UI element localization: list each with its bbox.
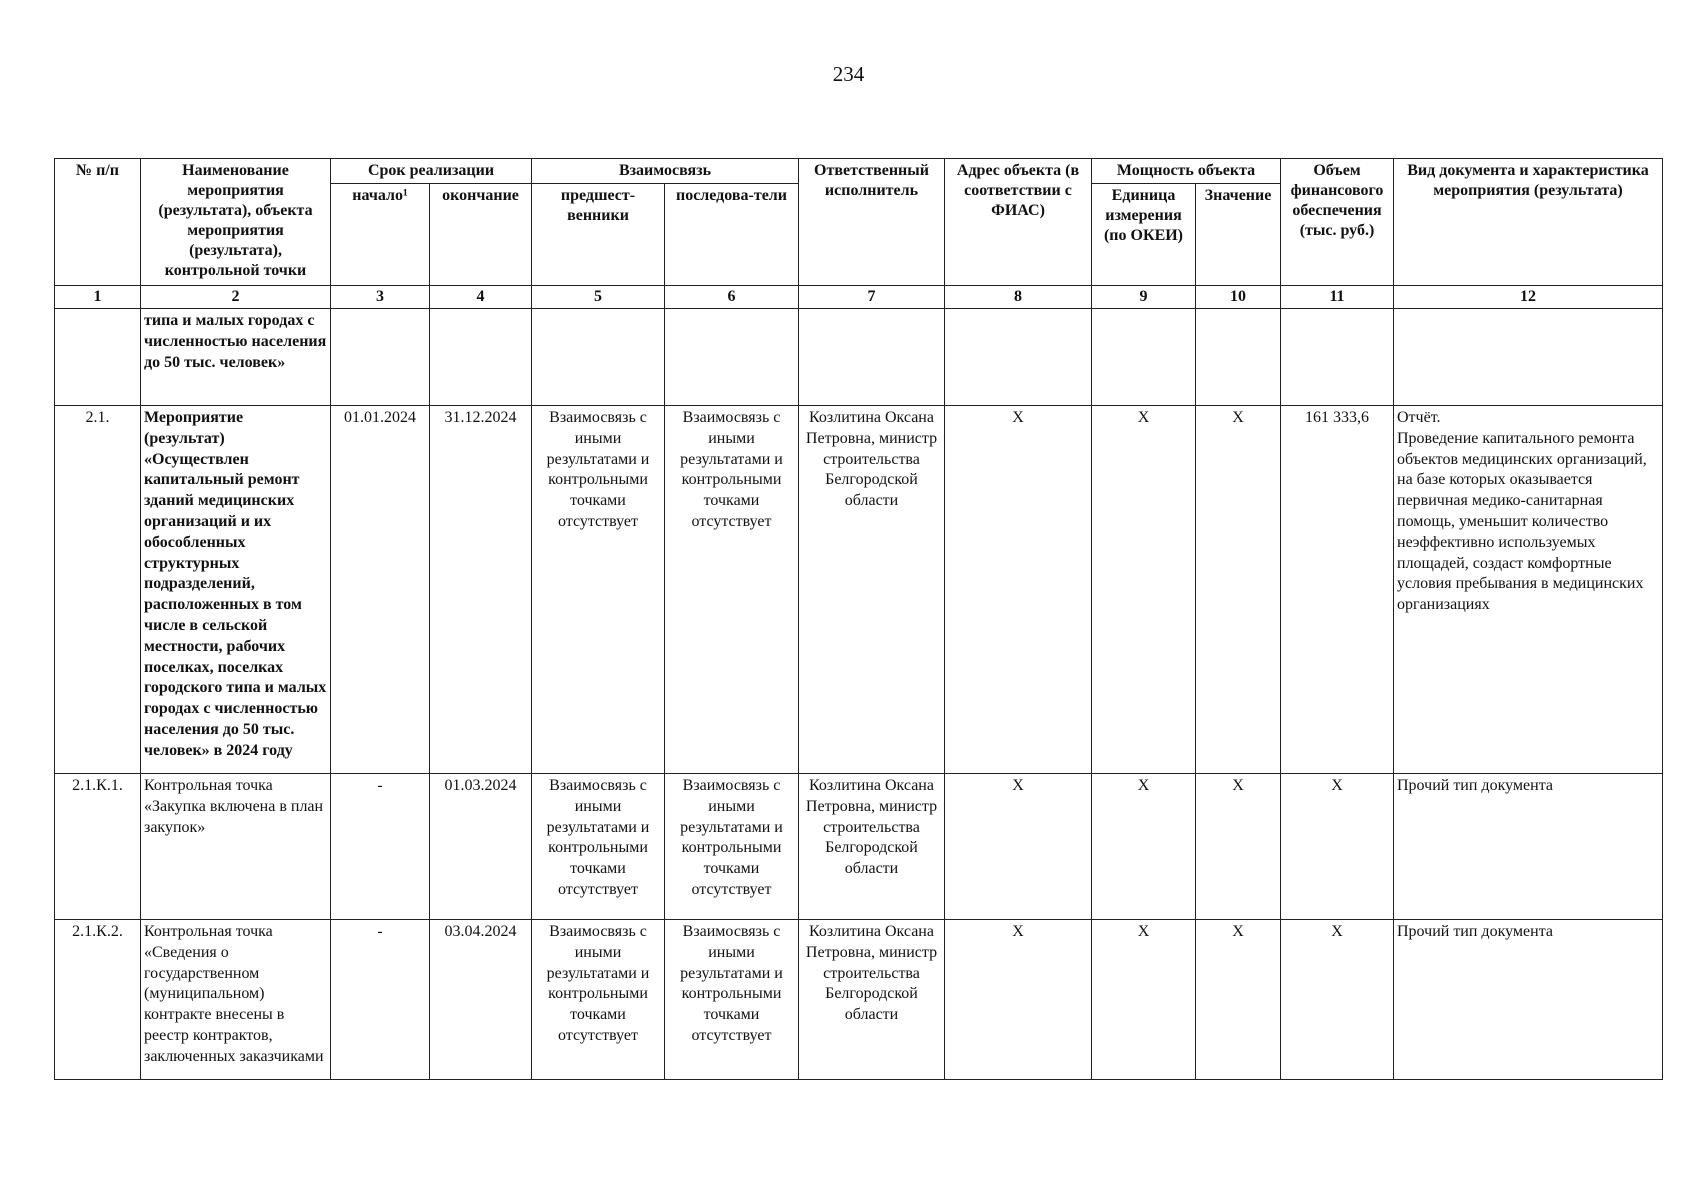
- header-num: № п/п: [55, 159, 141, 286]
- cell-start: -: [331, 774, 430, 920]
- cell-value: X: [1196, 920, 1281, 1080]
- cell-value: X: [1196, 406, 1281, 774]
- header-responsible: Ответственный исполнитель: [799, 159, 945, 286]
- header-address: Адрес объекта (в соответствии с ФИАС): [945, 159, 1092, 286]
- doc-type: Прочий тип документа: [1397, 923, 1553, 940]
- cell-start: 01.01.2024: [331, 406, 430, 774]
- doc-description: Проведение капитального ремонта объектов медицинских организаций, на базе которых оказывается первичная медико-санитарная помощь, уменьшит количество неэффективно используемых площадей, создаст комфортные условия пребывания в медицинских организациях: [1397, 429, 1647, 614]
- col-number: 12: [1394, 286, 1663, 309]
- cell-name: типа и малых городах с численностью населения до 50 тыс. человек»: [141, 309, 331, 406]
- cell-successors: Взаимосвязь с иными результатами и контрольными точками отсутствует: [665, 920, 799, 1080]
- col-number: 2: [141, 286, 331, 309]
- header-link: Взаимосвязь: [532, 159, 799, 184]
- table-header: [55, 159, 1663, 309]
- header-funding: Объем финансового обеспечения (тыс. руб.): [1281, 159, 1394, 286]
- table-row: [55, 406, 1663, 774]
- header-start: начало¹: [331, 184, 430, 286]
- col-number: 9: [1092, 286, 1196, 309]
- col-number: 10: [1196, 286, 1281, 309]
- cell-predecessors: Взаимосвязь с иными результатами и контрольными точками отсутствует: [532, 920, 665, 1080]
- cell-doctype: [1394, 406, 1663, 774]
- table-row: [55, 920, 1663, 1080]
- page-number: 234: [832, 62, 865, 86]
- cell-unit: X: [1092, 774, 1196, 920]
- cell-value: X: [1196, 774, 1281, 920]
- cell-funding: 161 333,6: [1281, 406, 1394, 774]
- cell-predecessors: Взаимосвязь с иными результатами и контрольными точками отсутствует: [532, 406, 665, 774]
- cell-name: Контрольная точка «Закупка включена в план закупок»: [141, 774, 331, 920]
- cell-num: [55, 309, 141, 406]
- cell-successors: Взаимосвязь с иными результатами и контрольными точками отсутствует: [665, 406, 799, 774]
- col-number: 5: [532, 286, 665, 309]
- header-value: Значение: [1196, 184, 1281, 286]
- cell-predecessors: Взаимосвязь с иными результатами и контрольными точками отсутствует: [532, 774, 665, 920]
- cell-value: [1196, 309, 1281, 406]
- cell-end: 31.12.2024: [430, 406, 532, 774]
- cell-unit: X: [1092, 920, 1196, 1080]
- cell-num: 2.1.К.1.: [55, 774, 141, 920]
- cell-num: 2.1.: [55, 406, 141, 774]
- col-number: 11: [1281, 286, 1394, 309]
- col-number: 1: [55, 286, 141, 309]
- header-term: Срок реализации: [331, 159, 532, 184]
- table-row: [55, 774, 1663, 920]
- header-name: Наименование мероприятия (результата), объекта мероприятия (результата), контрольной точки: [141, 159, 331, 286]
- cell-responsible: Козлитина Оксана Петровна, министр строительства Белгородской области: [799, 920, 945, 1080]
- header-doctype: Вид документа и характеристика мероприятия (результата): [1394, 159, 1663, 286]
- cell-address: X: [945, 406, 1092, 774]
- cell-start: [331, 309, 430, 406]
- cell-num: 2.1.К.2.: [55, 920, 141, 1080]
- cell-funding: X: [1281, 774, 1394, 920]
- cell-successors: Взаимосвязь с иными результатами и контрольными точками отсутствует: [665, 774, 799, 920]
- doc-type: Отчёт.: [1397, 409, 1441, 426]
- col-number: 6: [665, 286, 799, 309]
- cell-end: 03.04.2024: [430, 920, 532, 1080]
- cell-doctype: [1394, 920, 1663, 1080]
- col-number: 3: [331, 286, 430, 309]
- header-predecessors: предшест-венники: [532, 184, 665, 286]
- cell-funding: X: [1281, 920, 1394, 1080]
- activities-table: [54, 158, 1663, 1080]
- cell-funding: [1281, 309, 1394, 406]
- header-capacity: Мощность объекта: [1092, 159, 1281, 184]
- cell-name: Контрольная точка «Сведения о государственном (муниципальном) контракте внесены в реестр контрактов, заключенных заказчиками: [141, 920, 331, 1080]
- cell-end: 01.03.2024: [430, 774, 532, 920]
- cell-successors: [665, 309, 799, 406]
- cell-responsible: Козлитина Оксана Петровна, министр строительства Белгородской области: [799, 774, 945, 920]
- cell-address: X: [945, 920, 1092, 1080]
- cell-predecessors: [532, 309, 665, 406]
- header-end: окончание: [430, 184, 532, 286]
- cell-start: -: [331, 920, 430, 1080]
- column-number-row: [55, 286, 1663, 309]
- col-number: 8: [945, 286, 1092, 309]
- cell-responsible: Козлитина Оксана Петровна, министр строительства Белгородской области: [799, 406, 945, 774]
- cell-name: Мероприятие (результат) «Осуществлен капитальный ремонт зданий медицинских организаций и их обособленных структурных подразделений, расположенных в том числе в сельской местности, рабочих поселках, поселках городского типа и малых городах с численностью населения до 50 тыс. человек» в 2024 году: [141, 406, 331, 774]
- col-number: 4: [430, 286, 532, 309]
- cell-address: X: [945, 774, 1092, 920]
- doc-type: Прочий тип документа: [1397, 777, 1553, 794]
- cell-address: [945, 309, 1092, 406]
- col-number: 7: [799, 286, 945, 309]
- cell-end: [430, 309, 532, 406]
- cell-unit: X: [1092, 406, 1196, 774]
- cell-doctype: [1394, 774, 1663, 920]
- header-successors: последова-тели: [665, 184, 799, 286]
- header-unit: Единица измерения (по ОКЕИ): [1092, 184, 1196, 286]
- cell-unit: [1092, 309, 1196, 406]
- cell-responsible: [799, 309, 945, 406]
- cell-doctype: [1394, 309, 1663, 406]
- table-row: [55, 309, 1663, 406]
